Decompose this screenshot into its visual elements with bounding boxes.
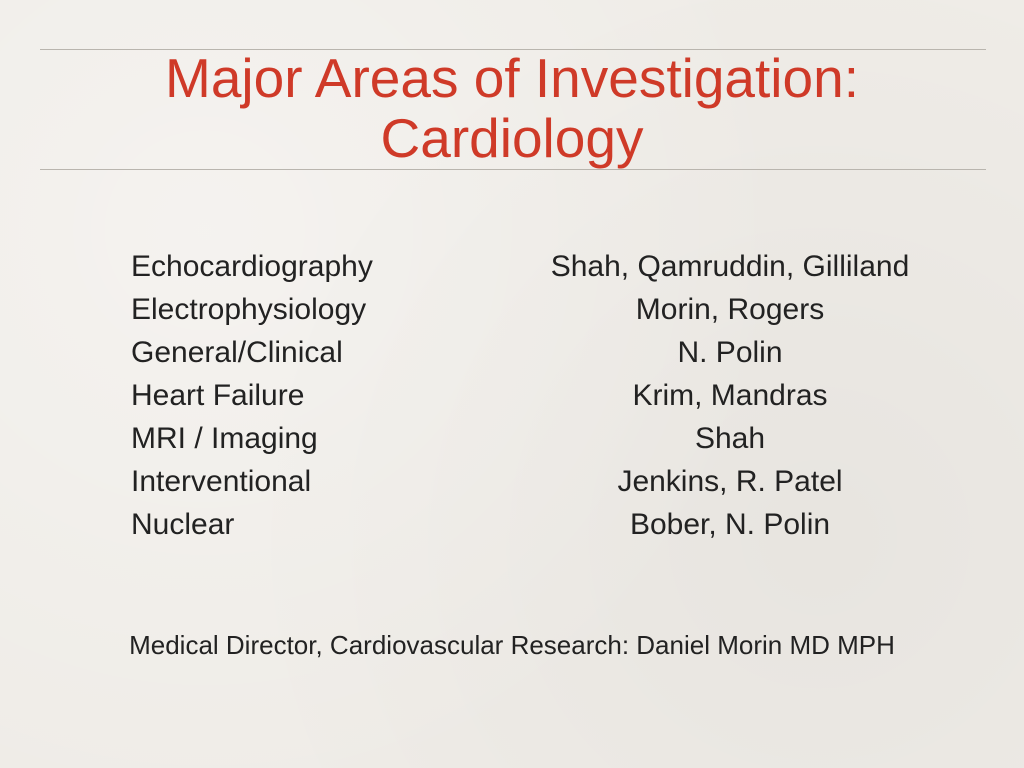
investigator-item: Shah, Qamruddin, Gilliland — [550, 250, 910, 283]
area-item: Heart Failure — [131, 379, 305, 412]
medical-director-line: Medical Director, Cardiovascular Research: Daniel Morin MD MPH — [129, 630, 895, 660]
area-item: Nuclear — [131, 508, 235, 541]
title-bottom-rule — [40, 169, 986, 170]
slide-title-line-2: Cardiology — [380, 107, 644, 169]
investigator-item: Shah — [694, 422, 766, 455]
investigator-item: N. Polin — [677, 336, 783, 369]
investigator-item: Krim, Mandras — [632, 379, 828, 412]
investigation-areas-list — [131, 245, 373, 546]
investigator-item: Morin, Rogers — [635, 293, 825, 326]
area-item: MRI / Imaging — [131, 422, 318, 455]
area-item: Interventional — [131, 465, 312, 498]
investigator-item: Jenkins, R. Patel — [617, 465, 843, 498]
area-item: Electrophysiology — [131, 293, 367, 326]
investigator-item: Bober, N. Polin — [629, 508, 831, 541]
slide-title — [0, 48, 1024, 168]
area-item: General/Clinical — [131, 336, 343, 369]
area-item: Echocardiography — [131, 250, 373, 283]
slide-title-line-1: Major Areas of Investigation: — [165, 47, 859, 109]
investigators-list — [480, 245, 980, 546]
